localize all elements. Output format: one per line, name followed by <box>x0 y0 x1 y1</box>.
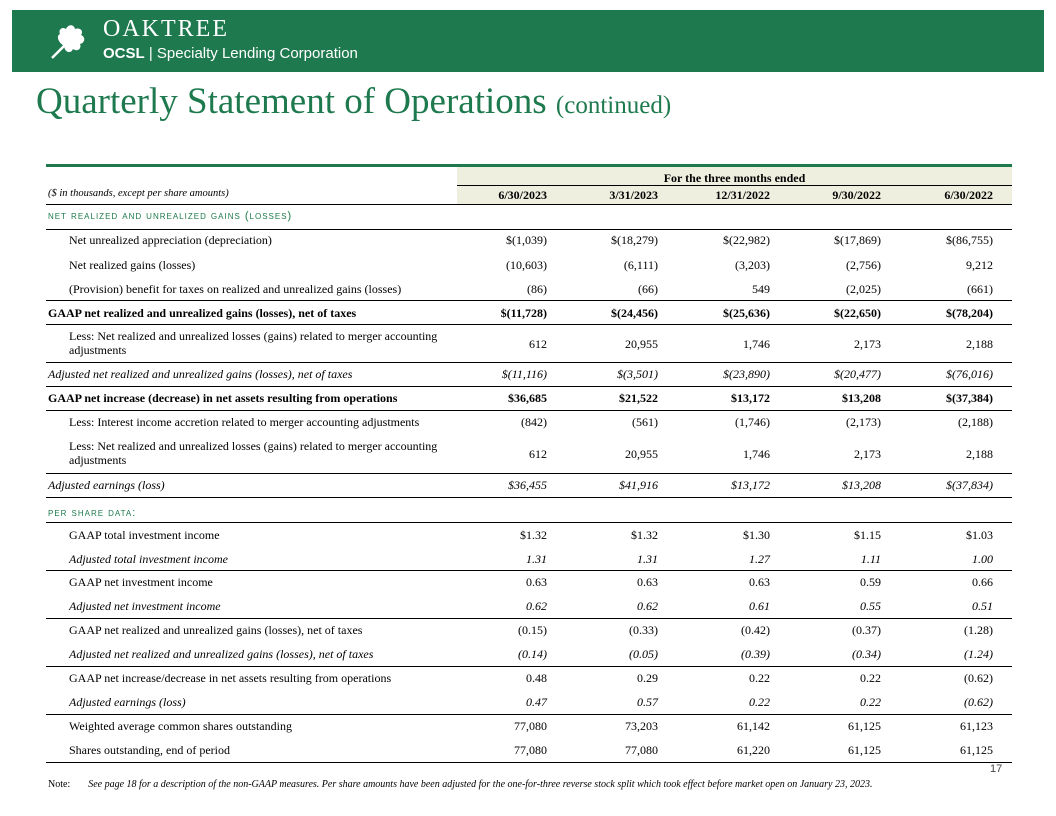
row-label: Adjusted net realized and unrealized gains (losses), net of taxes <box>48 367 353 381</box>
brand-ticker: OCSL <box>103 45 145 62</box>
row-value: $(17,869) <box>834 233 881 247</box>
page-title-main: Quarterly Statement of Operations <box>36 81 547 122</box>
page-title-sub: (continued) <box>555 92 672 119</box>
row-value: 73,203 <box>625 719 658 733</box>
row-label: GAAP net realized and unrealized gains (losses), net of taxes <box>69 623 363 637</box>
row-value: 0.62 <box>637 599 658 613</box>
section-header-per-share: per share data: <box>48 507 137 519</box>
row-value: 0.29 <box>637 671 658 685</box>
row-value: 1.31 <box>526 552 547 566</box>
row-value: $(11,728) <box>500 306 547 320</box>
row-value: (6,111) <box>623 258 658 272</box>
period-group-header: For the three months ended <box>663 171 806 185</box>
row-value: $(37,384) <box>946 391 993 405</box>
row-value: $1.30 <box>743 528 770 542</box>
column-header: 6/30/2022 <box>944 188 993 202</box>
column-header: 9/30/2022 <box>832 188 881 202</box>
row-value: 549 <box>752 282 770 296</box>
row-value: 612 <box>529 337 547 351</box>
row-value: (1,746) <box>735 415 770 429</box>
row-label: Shares outstanding, end of period <box>69 743 230 757</box>
row-label: Adjusted earnings (loss) <box>48 478 165 492</box>
row-value: (0.33) <box>629 623 658 637</box>
row-value: 1,746 <box>743 337 770 351</box>
row-label: (Provision) benefit for taxes on realized and unrealized gains (losses) <box>69 282 402 296</box>
row-label: GAAP net increase (decrease) in net assets resulting from operations <box>48 391 398 405</box>
column-header: 3/31/2023 <box>609 188 658 202</box>
row-value: (0.37) <box>852 623 881 637</box>
row-value: 61,125 <box>848 719 881 733</box>
row-value: $(1,039) <box>506 233 547 247</box>
row-value: (1.28) <box>964 623 993 637</box>
row-value: (3,203) <box>735 258 770 272</box>
row-value: 0.22 <box>749 695 770 709</box>
row-value: $(86,755) <box>946 233 993 247</box>
row-value: $(18,279) <box>611 233 658 247</box>
row-value: $(11,116) <box>501 367 547 381</box>
row-value: 1.31 <box>637 552 658 566</box>
row-value: 1.11 <box>860 552 881 566</box>
row-value: 0.47 <box>526 695 547 709</box>
units-label: ($ in thousands, except per share amounts) <box>48 188 229 199</box>
column-header: 12/31/2022 <box>715 188 770 202</box>
table-header-rule <box>46 204 1012 205</box>
row-label: GAAP net realized and unrealized gains (losses), net of taxes <box>48 306 357 320</box>
row-label: Adjusted net investment income <box>69 599 221 613</box>
footnote-label: Note: <box>48 779 71 790</box>
row-value: 61,125 <box>960 743 993 757</box>
row-label: GAAP net increase/decrease in net assets resulting from operations <box>69 671 392 685</box>
row-divider <box>46 410 1012 411</box>
row-value: 0.59 <box>860 575 881 589</box>
row-value: 612 <box>529 447 547 461</box>
row-value: 77,080 <box>625 743 658 757</box>
row-label: Less: Interest income accretion related to merger accounting adjustments <box>69 415 420 429</box>
row-value: 77,080 <box>514 719 547 733</box>
row-value: $13,208 <box>842 391 881 405</box>
row-value: 0.63 <box>749 575 770 589</box>
row-label: Net realized gains (losses) <box>69 258 196 272</box>
row-value: (2,173) <box>846 415 881 429</box>
row-label: Net unrealized appreciation (depreciation) <box>69 233 272 247</box>
row-value: 0.22 <box>860 671 881 685</box>
column-header: 6/30/2023 <box>498 188 547 202</box>
row-value: $(22,982) <box>723 233 770 247</box>
row-value: (2,025) <box>846 282 881 296</box>
row-value: $36,455 <box>508 478 547 492</box>
row-value: $1.03 <box>966 528 993 542</box>
row-value: (561) <box>632 415 658 429</box>
row-value: (0.62) <box>964 671 993 685</box>
row-label: Weighted average common shares outstanding <box>69 719 292 733</box>
row-divider <box>46 714 1012 715</box>
row-divider <box>46 618 1012 619</box>
row-value: $(3,501) <box>617 367 658 381</box>
row-value: 0.55 <box>860 599 881 613</box>
row-value: $(20,477) <box>834 367 881 381</box>
row-value: (842) <box>521 415 547 429</box>
row-value: $(37,834) <box>946 478 993 492</box>
row-value: 2,173 <box>854 447 881 461</box>
row-value: 0.51 <box>972 599 993 613</box>
row-divider <box>46 324 1012 325</box>
row-value: 0.48 <box>526 671 547 685</box>
row-label: GAAP total investment income <box>69 528 220 542</box>
section-header-gains: net realized and unrealized gains (losses) <box>48 210 293 222</box>
row-label: Adjusted earnings (loss) <box>69 695 186 709</box>
row-value: $13,208 <box>842 478 881 492</box>
row-value: (10,603) <box>506 258 547 272</box>
row-value: (0.05) <box>629 647 658 661</box>
row-label: GAAP net investment income <box>69 575 213 589</box>
row-divider <box>46 386 1012 387</box>
row-value: $36,685 <box>508 391 547 405</box>
row-value: 1,746 <box>743 447 770 461</box>
row-value: (0.62) <box>964 695 993 709</box>
row-value: $(22,650) <box>834 306 881 320</box>
row-value: (0.42) <box>741 623 770 637</box>
row-label: Adjusted total investment income <box>69 552 228 566</box>
row-value: $13,172 <box>731 478 770 492</box>
row-value: 61,220 <box>737 743 770 757</box>
row-value: (66) <box>638 282 658 296</box>
row-divider <box>46 362 1012 363</box>
row-divider <box>46 762 1012 763</box>
row-value: $13,172 <box>731 391 770 405</box>
row-value: 20,955 <box>625 337 658 351</box>
row-value: 61,142 <box>737 719 770 733</box>
row-value: 0.61 <box>749 599 770 613</box>
row-value: (0.14) <box>518 647 547 661</box>
row-value: $1.15 <box>854 528 881 542</box>
period-group-rule <box>457 185 1012 186</box>
row-divider <box>46 229 1012 230</box>
row-value: 77,080 <box>514 743 547 757</box>
row-divider <box>46 300 1012 301</box>
brand-company: Specialty Lending Corporation <box>156 45 358 62</box>
row-divider <box>46 473 1012 474</box>
brand-separator: | <box>148 45 153 62</box>
row-value: $41,916 <box>619 478 658 492</box>
row-value: 0.62 <box>526 599 547 613</box>
row-value: (1.24) <box>964 647 993 661</box>
row-value: $(23,890) <box>723 367 770 381</box>
row-value: 2,173 <box>854 337 881 351</box>
row-value: 1.27 <box>749 552 770 566</box>
footnote <box>48 779 872 790</box>
row-label: Less: Net realized and unrealized losses (gains) related to merger accounting adjustments <box>69 329 438 357</box>
row-value: 61,125 <box>848 743 881 757</box>
row-value: $(24,456) <box>611 306 658 320</box>
row-value: 2,188 <box>966 447 993 461</box>
row-value: 0.66 <box>972 575 993 589</box>
row-value: 0.63 <box>526 575 547 589</box>
row-value: 0.22 <box>749 671 770 685</box>
row-value: $(25,636) <box>723 306 770 320</box>
row-value: 0.57 <box>637 695 658 709</box>
row-divider <box>46 497 1012 498</box>
row-label: Adjusted net realized and unrealized gains (losses), net of taxes <box>69 647 374 661</box>
row-divider <box>46 666 1012 667</box>
row-value: (661) <box>967 282 993 296</box>
row-value: 0.22 <box>860 695 881 709</box>
row-value: $(76,016) <box>946 367 993 381</box>
row-divider <box>46 570 1012 571</box>
page-title <box>36 80 671 123</box>
row-value: 20,955 <box>625 447 658 461</box>
row-value: $(78,204) <box>946 306 993 320</box>
row-value: (2,756) <box>846 258 881 272</box>
row-value: (0.15) <box>518 623 547 637</box>
row-value: 9,212 <box>966 258 993 272</box>
row-label: Less: Net realized and unrealized losses (gains) related to merger accounting adjustments <box>69 439 438 467</box>
row-value: 0.63 <box>637 575 658 589</box>
row-value: $1.32 <box>520 528 547 542</box>
row-divider <box>46 522 1012 523</box>
row-value: (0.34) <box>852 647 881 661</box>
footnote-text: See page 18 for a description of the non-GAAP measures. Per share amounts have been adjusted for the one-for-three reverse stock split which took effect before market open on January 23, 2023. <box>88 779 873 790</box>
oak-leaf-icon <box>46 22 90 62</box>
row-value: 1.00 <box>972 552 993 566</box>
brand-name: OAKTREE <box>103 16 229 42</box>
row-value: (0.39) <box>741 647 770 661</box>
row-value: (86) <box>527 282 547 296</box>
page-number: 17 <box>990 763 1003 775</box>
row-value: (2,188) <box>958 415 993 429</box>
row-value: 61,123 <box>960 719 993 733</box>
row-value: 2,188 <box>966 337 993 351</box>
brand-subtitle <box>103 45 358 62</box>
row-value: $21,522 <box>619 391 658 405</box>
row-value: $1.32 <box>631 528 658 542</box>
